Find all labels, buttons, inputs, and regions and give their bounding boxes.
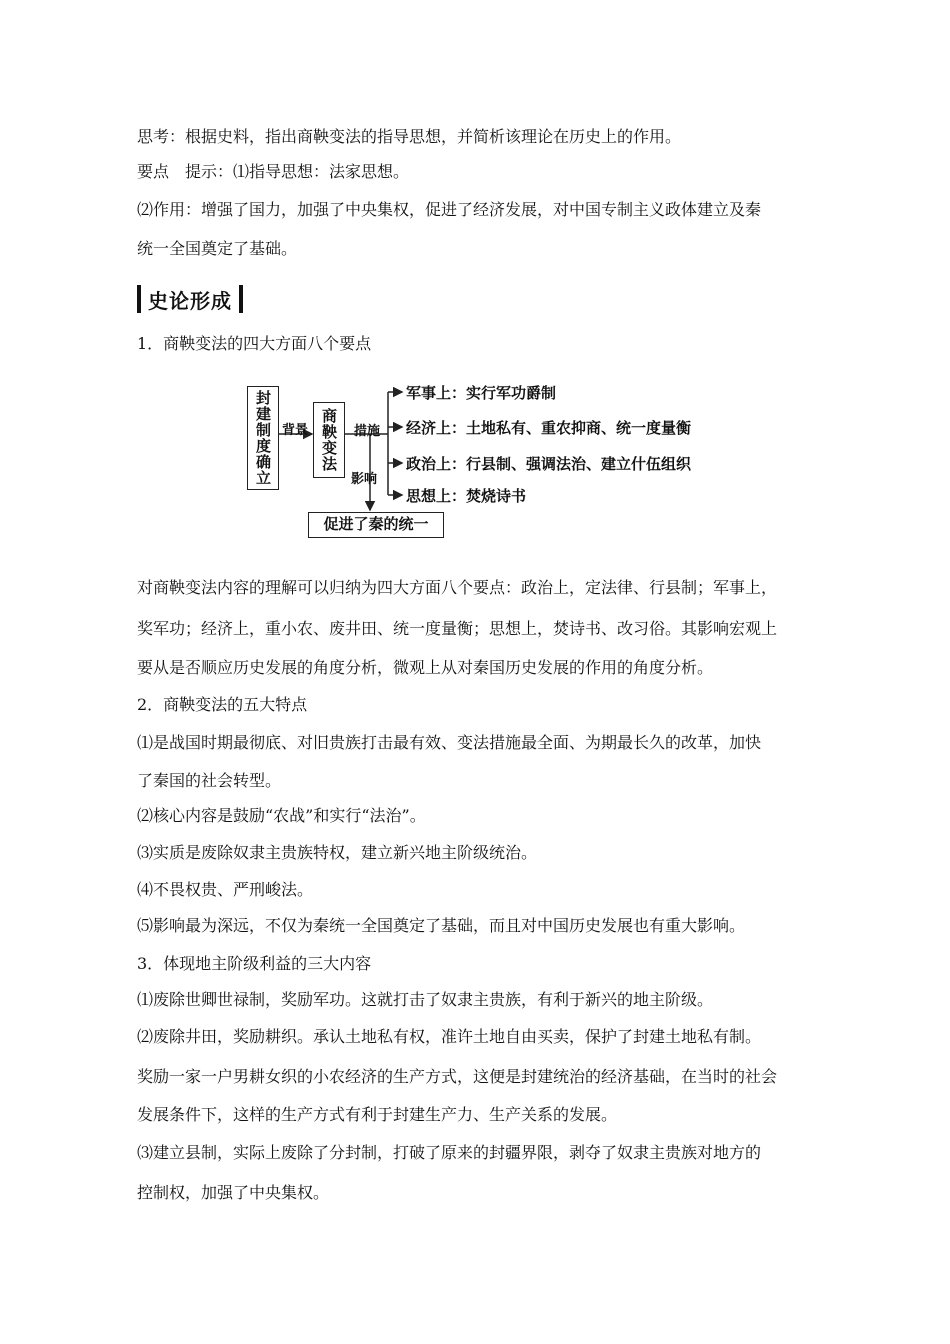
point2-item5: ⑸影响最为深远，不仅为秦统一全国奠定了基础，而且对中国历史发展也有重大影响。 (137, 916, 746, 935)
point2-item2: ⑵核心内容是鼓励“农战”和实行“法治”。 (137, 806, 426, 825)
effect-line-1: ⑵作用：增强了国力，加强了中央集权，促进了经济发展，对中国专制主义政体建立及秦 (137, 200, 762, 219)
branch-economy: 经济上：土地私有、重农抑商、统一度量衡 (406, 419, 692, 437)
point1-paragraph-1: 对商鞅变法内容的理解可以归纳为四大方面八个要点：政治上，定法律、行县制；军事上， (137, 578, 778, 597)
section-heading (137, 284, 243, 314)
point2-item1-line1: ⑴是战国时期最彻底、对旧贵族打击最有效、变法措施最全面、为期最长久的改革，加快 (137, 733, 762, 752)
point3-item2-line1: ⑵废除井田，奖励耕织。承认土地私有权，准许土地自由买卖，保护了封建土地私有制。 (137, 1027, 762, 1046)
think-question: 思考：根据史料，指出商鞅变法的指导思想，并简析该理论在历史上的作用。 (137, 127, 682, 146)
measures-label: 措施 (354, 424, 381, 439)
feudal-system-box: 封建制度确立 (247, 386, 279, 490)
branch-thought: 思想上：焚烧诗书 (406, 487, 527, 505)
unification-result-box: 促进了秦的统一 (308, 512, 444, 538)
point1-paragraph-2: 奖军功；经济上，重小农、废井田、统一度量衡；思想上，焚诗书、改习俗。其影响宏观上 (137, 619, 778, 638)
heading-bar-right (239, 285, 243, 313)
reform-diagram (240, 372, 720, 540)
point2-item3: ⑶实质是废除奴隶主贵族特权，建立新兴地主阶级统治。 (137, 843, 538, 862)
point3-item3-line1: ⑶建立县制，实际上废除了分封制，打破了原来的封疆界限，剥夺了奴隶主贵族对地方的 (137, 1143, 762, 1162)
effect-line-2: 统一全国奠定了基础。 (137, 239, 298, 258)
branch-politics: 政治上：行县制、强调法治、建立什伍组织 (406, 455, 692, 473)
point1-title: 1．商鞅变法的四大方面八个要点 (137, 334, 372, 353)
influence-label: 影响 (351, 472, 378, 487)
branch-military: 军事上：实行军功爵制 (406, 384, 557, 402)
point3-item2-line2: 奖励一家一户男耕女织的小农经济的生产方式，这便是封建统治的经济基础，在当时的社会 (137, 1067, 778, 1086)
point3-title: 3．体现地主阶级利益的三大内容 (137, 954, 372, 973)
point1-paragraph-3: 要从是否顺应历史发展的角度分析，微观上从对秦国历史发展的作用的角度分析。 (137, 658, 714, 677)
section-heading-text: 史论形成 (148, 288, 232, 313)
background-label: 背景 (282, 423, 309, 438)
point2-item1-line2: 了秦国的社会转型。 (137, 771, 282, 790)
point3-item3-line2: 控制权，加强了中央集权。 (137, 1183, 330, 1202)
point3-item2-line3: 发展条件下，这样的生产方式有利于封建生产力、生产关系的发展。 (137, 1105, 618, 1124)
point2-item4: ⑷不畏权贵、严刑峻法。 (137, 880, 314, 899)
hint-line: 要点 提示：⑴指导思想：法家思想。 (137, 162, 410, 181)
shang-yang-reform-box: 商鞅变法 (313, 402, 345, 478)
point2-title: 2．商鞅变法的五大特点 (137, 695, 308, 714)
point3-item1: ⑴废除世卿世禄制，奖励军功。这就打击了奴隶主贵族，有利于新兴的地主阶级。 (137, 990, 714, 1009)
